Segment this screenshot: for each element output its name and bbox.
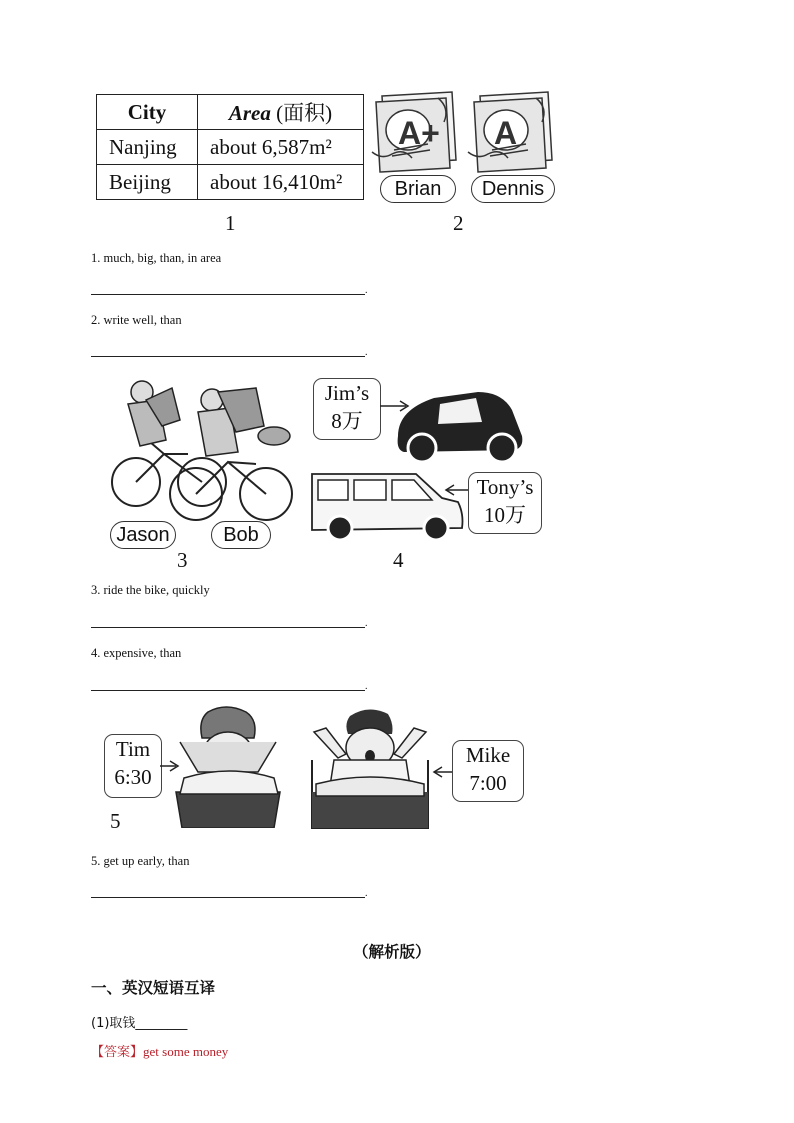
label-mike-time: 7:00 [469,771,507,795]
label-tim-box [104,734,162,798]
answer-line-5[interactable] [91,897,365,898]
label-bob: Bob [211,521,271,549]
header-city: City [97,95,198,130]
area-table [96,94,364,200]
question-5: 5. get up early, than [91,854,190,868]
table-row [97,165,364,200]
picture-number-5: 5 [110,809,121,833]
label-tim-name: Tim [115,737,151,761]
label-jim-box [313,378,381,440]
header-area [198,95,364,130]
label-tony-name: Tony’s [476,475,534,499]
cell-city: Beijing [97,165,198,200]
grade-brian: A+ [398,115,440,151]
answer-line-2[interactable] [91,356,365,357]
label-dennis: Dennis [471,175,555,203]
question-1: 1. much, big, than, in area [91,251,222,265]
cyclist-bob-icon [198,388,290,456]
answer-version-title: （解析版） [353,943,431,961]
cell-area: about 6,587m² [198,130,364,165]
cars-jim-illustration [378,380,528,470]
question-3: 3. ride the bike, quickly [91,583,210,597]
tim-in-bed-illustration [160,704,290,828]
answer-line-3[interactable] [91,627,365,628]
label-jim-name: Jim’s [324,381,370,405]
label-tony-box [468,472,542,534]
table-header-row [97,95,364,130]
section-heading: 一、英汉短语互译 [91,979,216,997]
picture-number-3: 3 [177,548,188,572]
answer-1 [91,1041,228,1060]
label-tim-time: 6:30 [114,765,152,789]
header-area-en: Area [228,101,271,125]
small-car-icon [398,392,523,462]
question-4: 4. expensive, than [91,646,182,660]
label-tony-price: 10万 [484,503,526,527]
boy-yawning-icon [180,707,276,772]
answer-line-4[interactable] [91,690,365,691]
grade-dennis: A [494,115,518,151]
answer-label: 【答案】 [91,1045,144,1060]
label-mike-box [452,740,524,802]
cars-tony-illustration [306,466,468,546]
bed-icon [176,771,280,828]
cell-city: Nanjing [97,130,198,165]
item-1: (1)取钱________ [91,1016,188,1031]
header-area-cn: (面积) [276,101,333,125]
label-brian: Brian [380,175,456,203]
cyclists-illustration [106,370,296,530]
boy-stretching-icon [314,709,426,786]
picture-number-1: 1 [225,211,236,235]
cell-area: about 16,410m² [198,165,364,200]
cyclist-jason-icon [128,381,180,446]
van-icon [312,474,463,540]
picture-number-4: 4 [393,548,404,572]
label-jason: Jason [110,521,176,549]
answer-value: get some money [143,1044,229,1059]
test-papers-illustration [368,88,558,178]
table-row [97,130,364,165]
label-jim-price: 8万 [331,409,363,433]
label-mike-name: Mike [465,743,511,767]
mike-in-bed-illustration [306,700,456,830]
question-2: 2. write well, than [91,313,182,327]
answer-line-1[interactable] [91,294,365,295]
picture-number-2: 2 [453,211,464,235]
